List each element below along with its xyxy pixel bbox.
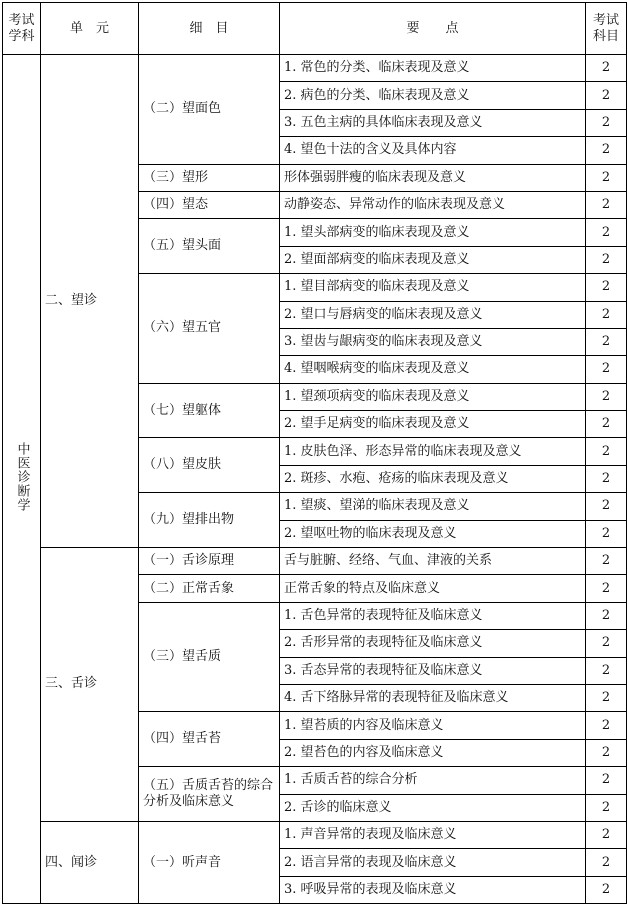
- level-cell: 2: [586, 712, 627, 739]
- level-cell: 2: [586, 356, 627, 383]
- point-cell: 1. 声音异常的表现及临床意义: [280, 821, 586, 848]
- point-cell: 舌与脏腑、经络、气血、津液的关系: [280, 548, 586, 575]
- level-cell: 2: [586, 82, 627, 109]
- item-cell: （一）舌诊原理: [139, 548, 280, 575]
- point-cell: 正常舌象的特点及临床意义: [280, 575, 586, 602]
- point-cell: 3. 五色主病的具体临床表现及意义: [280, 109, 586, 136]
- level-cell: 2: [586, 164, 627, 191]
- subject-cell: [3, 55, 41, 904]
- item-cell: （三）望舌质: [139, 602, 280, 712]
- level-cell: 2: [586, 602, 627, 629]
- item-cell: （一）听声音: [139, 821, 280, 903]
- unit-cell: 二、望诊: [41, 55, 139, 548]
- point-cell: 1. 望目部病变的临床表现及意义: [280, 274, 586, 301]
- point-cell: 3. 呼吸异常的表现及临床意义: [280, 876, 586, 903]
- point-cell: 2. 舌形异常的表现特征及临床意义: [280, 630, 586, 657]
- item-cell: （三）望形: [139, 164, 280, 191]
- item-cell: （四）望舌苔: [139, 712, 280, 767]
- unit-cell: 三、舌诊: [41, 548, 139, 822]
- point-cell: 2. 望呕吐物的临床表现及意义: [280, 520, 586, 547]
- item-cell: （七）望躯体: [139, 383, 280, 438]
- level-cell: 2: [586, 274, 627, 301]
- level-cell: 2: [586, 109, 627, 136]
- header-level: 考试 科目: [586, 3, 627, 55]
- level-cell: 2: [586, 849, 627, 876]
- point-cell: 4. 望咽喉病变的临床表现及意义: [280, 356, 586, 383]
- level-cell: 2: [586, 767, 627, 794]
- level-cell: 2: [586, 411, 627, 438]
- level-cell: 2: [586, 684, 627, 711]
- point-cell: 2. 斑疹、水疱、疮疡的临床表现及意义: [280, 465, 586, 492]
- point-cell: 2. 语言异常的表现及临床意义: [280, 849, 586, 876]
- point-cell: 2. 舌诊的临床意义: [280, 794, 586, 821]
- syllabus-table: [2, 2, 627, 904]
- point-cell: 1. 舌质舌苔的综合分析: [280, 767, 586, 794]
- point-cell: 2. 望面部病变的临床表现及意义: [280, 246, 586, 273]
- level-cell: 2: [586, 301, 627, 328]
- point-cell: 动静姿态、异常动作的临床表现及意义: [280, 191, 586, 218]
- point-cell: 3. 舌态异常的表现特征及临床意义: [280, 657, 586, 684]
- point-cell: 1. 望颈项病变的临床表现及意义: [280, 383, 586, 410]
- level-cell: 2: [586, 657, 627, 684]
- header-row: [3, 3, 627, 55]
- level-cell: 2: [586, 575, 627, 602]
- item-cell: （五）舌质舌苔的综合分析及临床意义: [139, 767, 280, 822]
- point-cell: 4. 望色十法的含义及具体内容: [280, 137, 586, 164]
- level-cell: 2: [586, 739, 627, 766]
- table-row: [3, 55, 627, 82]
- item-cell: （六）望五官: [139, 274, 280, 384]
- unit-cell: 四、闻诊: [41, 821, 139, 903]
- point-cell: 1. 望头部病变的临床表现及意义: [280, 219, 586, 246]
- level-cell: 2: [586, 493, 627, 520]
- level-cell: 2: [586, 137, 627, 164]
- item-cell: （二）正常舌象: [139, 575, 280, 602]
- point-cell: 2. 望口与唇病变的临床表现及意义: [280, 301, 586, 328]
- level-cell: 2: [586, 438, 627, 465]
- item-cell: （八）望皮肤: [139, 438, 280, 493]
- level-cell: 2: [586, 191, 627, 218]
- level-cell: 2: [586, 465, 627, 492]
- point-cell: 1. 皮肤色泽、形态异常的临床表现及意义: [280, 438, 586, 465]
- header-item: 细 目: [139, 3, 280, 55]
- header-points: 要 点: [280, 3, 586, 55]
- level-cell: 2: [586, 821, 627, 848]
- point-cell: 形体强弱胖瘦的临床表现及意义: [280, 164, 586, 191]
- table-body: [3, 55, 627, 904]
- point-cell: 3. 望齿与龈病变的临床表现及意义: [280, 328, 586, 355]
- point-cell: 2. 病色的分类、临床表现及意义: [280, 82, 586, 109]
- level-cell: 2: [586, 328, 627, 355]
- subject-label: 中医诊断学: [14, 441, 30, 512]
- level-cell: 2: [586, 548, 627, 575]
- item-cell: （二）望面色: [139, 55, 280, 165]
- point-cell: 1. 望苔质的内容及临床意义: [280, 712, 586, 739]
- item-cell: （五）望头面: [139, 219, 280, 274]
- header-subject: 考试 学科: [3, 3, 41, 55]
- table-row: [3, 548, 627, 575]
- point-cell: 4. 舌下络脉异常的表现特征及临床意义: [280, 684, 586, 711]
- level-cell: 2: [586, 383, 627, 410]
- point-cell: 2. 望苔色的内容及临床意义: [280, 739, 586, 766]
- level-cell: 2: [586, 876, 627, 903]
- level-cell: 2: [586, 630, 627, 657]
- header-unit: 单 元: [41, 3, 139, 55]
- level-cell: 2: [586, 794, 627, 821]
- point-cell: 2. 望手足病变的临床表现及意义: [280, 411, 586, 438]
- point-cell: 1. 舌色异常的表现特征及临床意义: [280, 602, 586, 629]
- item-cell: （四）望态: [139, 191, 280, 218]
- level-cell: 2: [586, 219, 627, 246]
- point-cell: 1. 常色的分类、临床表现及意义: [280, 55, 586, 82]
- level-cell: 2: [586, 55, 627, 82]
- level-cell: 2: [586, 246, 627, 273]
- point-cell: 1. 望痰、望涕的临床表现及意义: [280, 493, 586, 520]
- level-cell: 2: [586, 520, 627, 547]
- item-cell: （九）望排出物: [139, 493, 280, 548]
- table-row: [3, 821, 627, 848]
